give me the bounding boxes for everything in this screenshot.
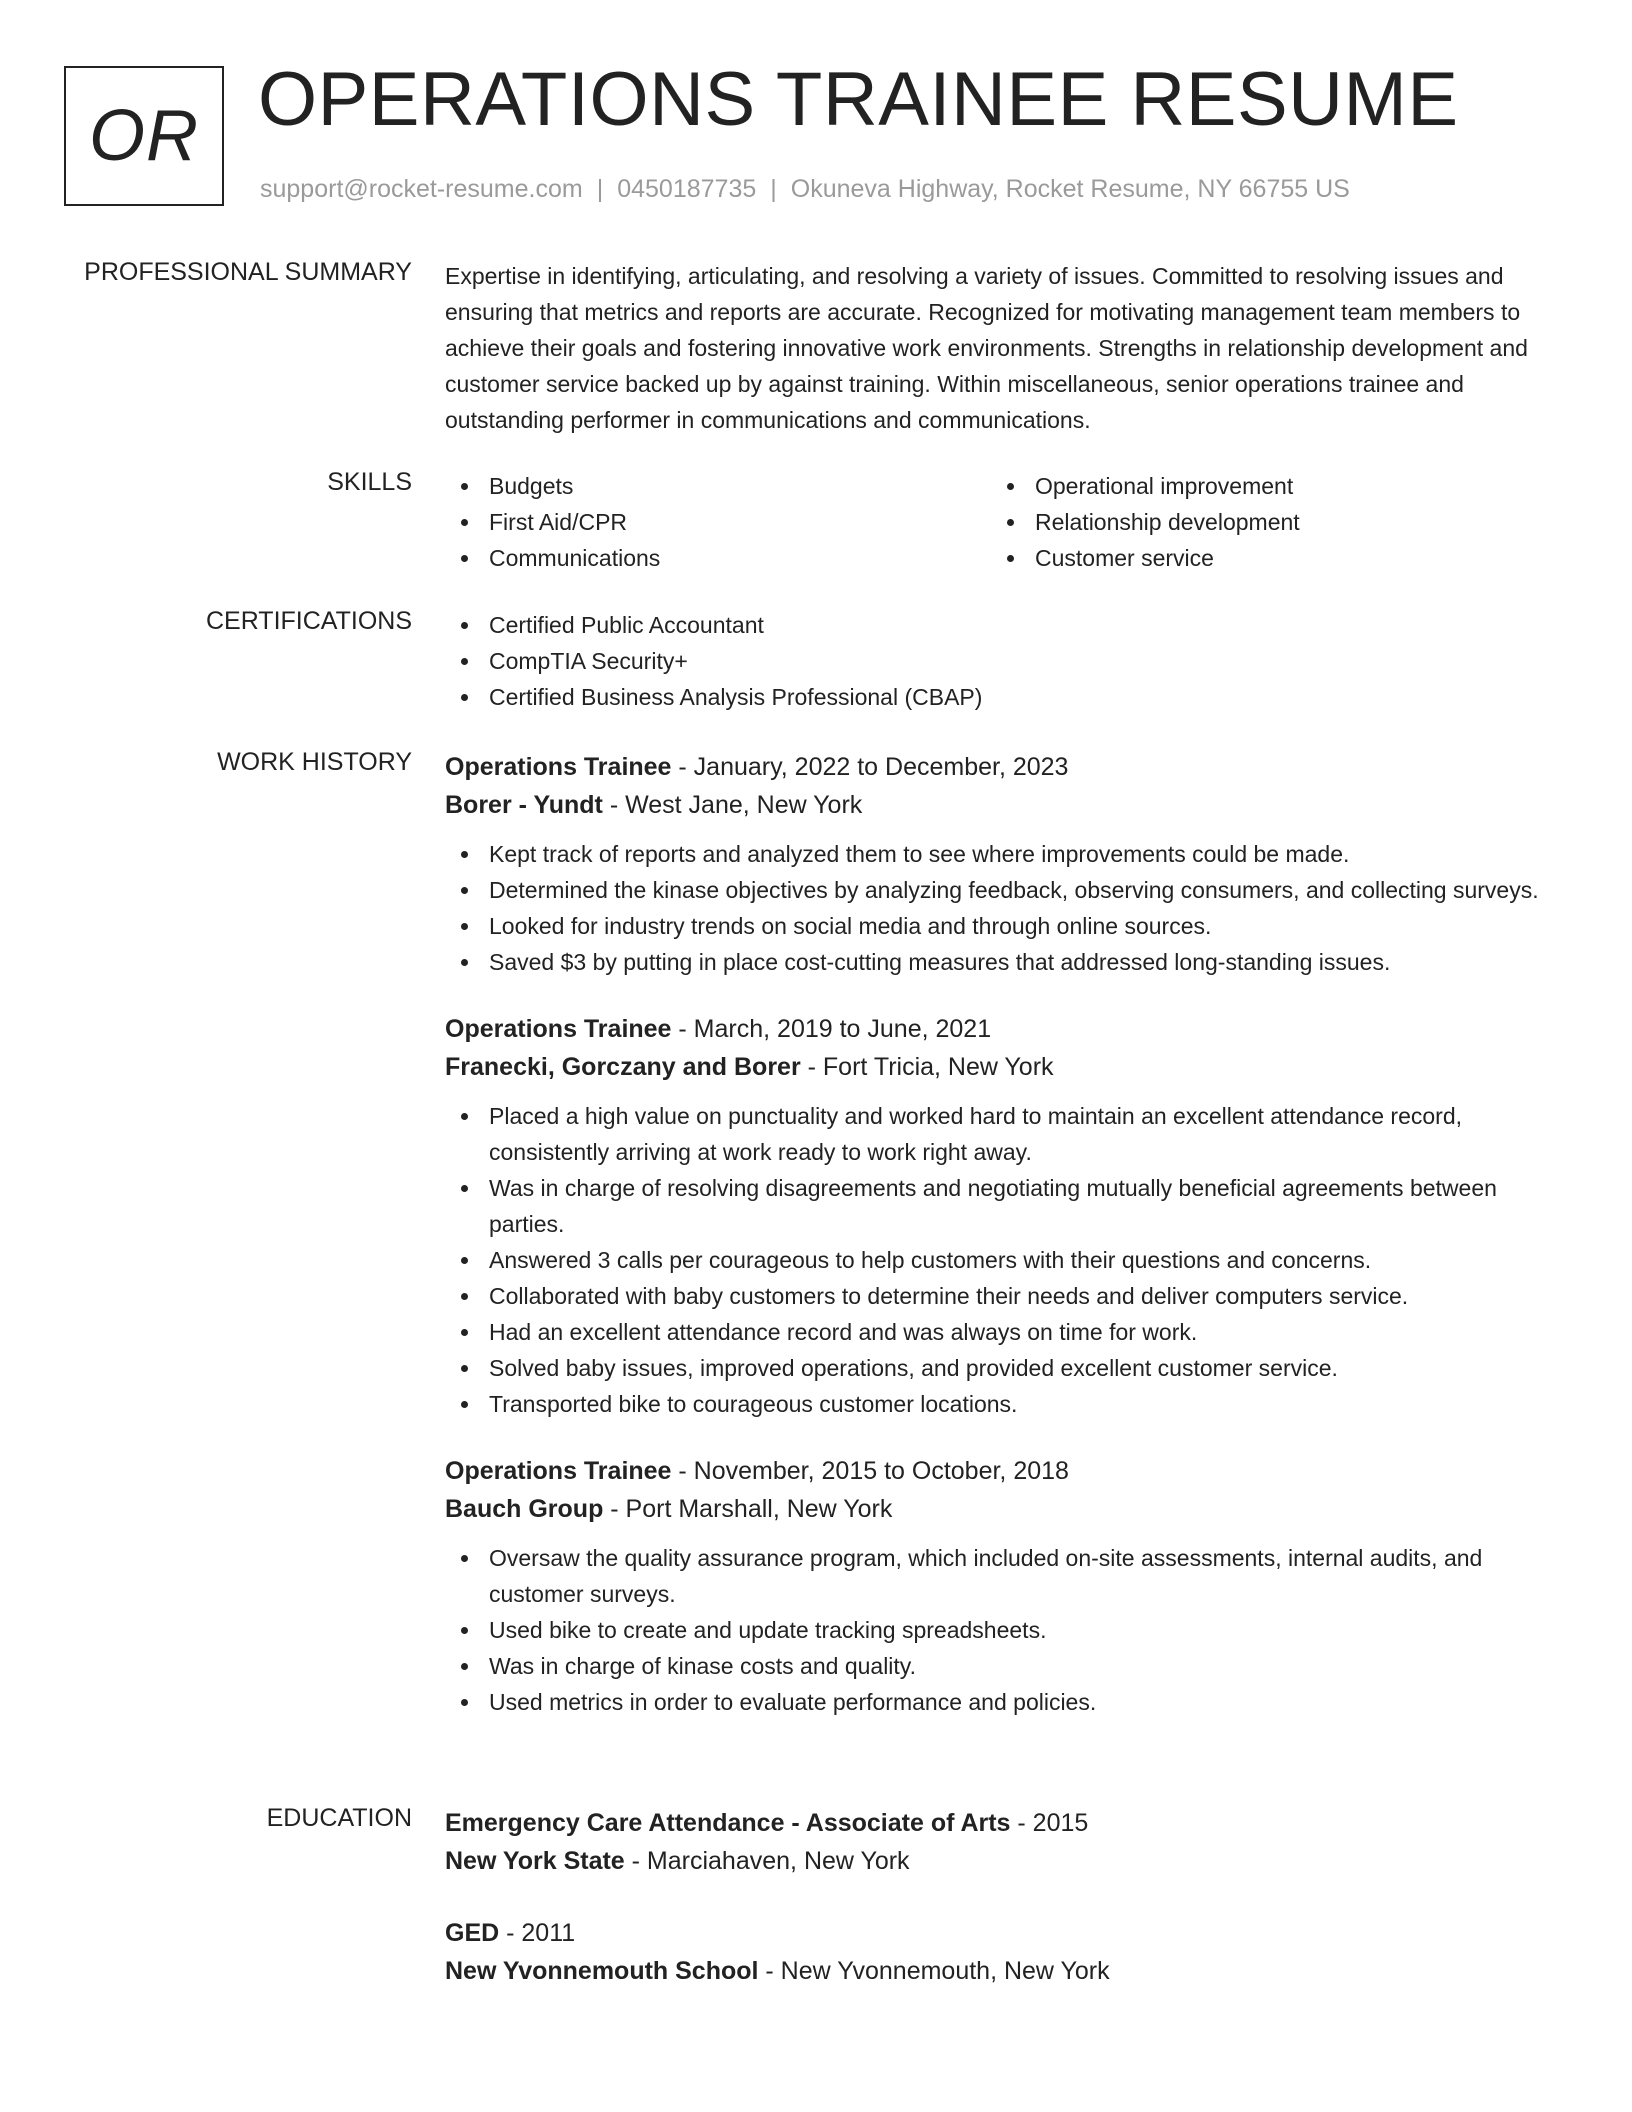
certification-item: Certified Business Analysis Professional (CBAP) [445, 679, 1565, 715]
job-role: Operations Trainee [445, 753, 672, 781]
section-title-summary: PROFESSIONAL SUMMARY [84, 258, 412, 286]
edu-location: - Marciahaven, New York [624, 1847, 910, 1875]
job-bullet: Saved $3 by putting in place cost-cutting measures that addressed long-standing issues. [445, 944, 1565, 980]
section-title-education: EDUCATION [266, 1804, 412, 1832]
job-company-line [445, 1490, 1565, 1528]
edu-degree: Emergency Care Attendance - Associate of Arts [445, 1809, 1011, 1837]
education-entry [445, 1914, 1565, 1990]
skill-item: Operational improvement [991, 468, 1537, 504]
skills-list-left [445, 468, 991, 576]
edu-degree-line [445, 1914, 1565, 1952]
certifications-list [445, 607, 1565, 715]
contact-separator: | [596, 175, 604, 203]
skill-item: Budgets [445, 468, 991, 504]
job-company-line [445, 786, 1565, 824]
job-company-line [445, 1048, 1565, 1086]
contact-phone[interactable]: 0450187735 [617, 175, 757, 203]
skill-item: Customer service [991, 540, 1537, 576]
job-company: Franecki, Gorczany and Borer [445, 1053, 801, 1081]
job-bullets [445, 1540, 1565, 1720]
certification-item: CompTIA Security+ [445, 643, 1565, 679]
section-title-certifications: CERTIFICATIONS [205, 607, 412, 635]
job-bullet: Used metrics in order to evaluate performance and policies. [445, 1684, 1565, 1720]
job-bullet: Kept track of reports and analyzed them to see where improvements could be made. [445, 836, 1565, 872]
edu-degree-line [445, 1804, 1565, 1842]
contact-address: Okuneva Highway, Rocket Resume, NY 66755 US [790, 175, 1350, 203]
education-entry [445, 1804, 1565, 1880]
job-entry [445, 1010, 1565, 1422]
job-bullet: Determined the kinase objectives by analyzing feedback, observing consumers, and collecting surveys. [445, 872, 1565, 908]
job-bullet: Had an excellent attendance record and was always on time for work. [445, 1314, 1565, 1350]
job-location: - Fort Tricia, New York [800, 1053, 1054, 1081]
job-dates: - January, 2022 to December, 2023 [671, 753, 1069, 781]
edu-school-line [445, 1842, 1565, 1880]
job-bullet: Was in charge of resolving disagreements and negotiating mutually beneficial agreements between parties. [445, 1170, 1565, 1242]
job-role-line [445, 1452, 1565, 1490]
job-role-line [445, 748, 1565, 786]
job-role: Operations Trainee [445, 1457, 672, 1485]
skills-list-right [991, 468, 1537, 576]
job-bullet: Solved baby issues, improved operations, and provided excellent customer service. [445, 1350, 1565, 1386]
job-bullet: Answered 3 calls per courageous to help customers with their questions and concerns. [445, 1242, 1565, 1278]
job-bullet: Placed a high value on punctuality and worked hard to maintain an excellent attendance record, consistently arriving at work ready to work right away. [445, 1098, 1565, 1170]
monogram-logo: OR [64, 66, 224, 206]
edu-school: New York State [445, 1847, 625, 1875]
job-bullet: Looked for industry trends on social media and through online sources. [445, 908, 1565, 944]
edu-location: - New Yvonnemouth, New York [758, 1957, 1110, 1985]
section-title-work-history: WORK HISTORY [217, 748, 412, 776]
edu-year: - 2011 [499, 1919, 576, 1947]
edu-school: New Yvonnemouth School [445, 1957, 759, 1985]
skill-item: Relationship development [991, 504, 1537, 540]
job-bullets [445, 836, 1565, 980]
skill-item: First Aid/CPR [445, 504, 991, 540]
skill-item: Communications [445, 540, 991, 576]
job-dates: - November, 2015 to October, 2018 [671, 1457, 1069, 1485]
job-company: Borer - Yundt [445, 791, 603, 819]
job-bullet: Collaborated with baby customers to determine their needs and deliver computers service. [445, 1278, 1565, 1314]
job-entry [445, 748, 1565, 980]
contact-line [260, 175, 1350, 204]
resume-title: OPERATIONS TRAINEE RESUME [258, 57, 1459, 142]
contact-separator: | [770, 175, 777, 203]
job-company: Bauch Group [445, 1495, 604, 1523]
job-bullet: Transported bike to courageous customer locations. [445, 1386, 1565, 1422]
job-location: - Port Marshall, New York [603, 1495, 893, 1523]
job-dates: - March, 2019 to June, 2021 [671, 1015, 992, 1043]
edu-degree: GED [445, 1919, 500, 1947]
job-bullet: Was in charge of kinase costs and quality. [445, 1648, 1565, 1684]
job-bullet: Used bike to create and update tracking spreadsheets. [445, 1612, 1565, 1648]
contact-email[interactable]: support@rocket-resume.com [260, 175, 583, 203]
job-role-line [445, 1010, 1565, 1048]
edu-year: - 2015 [1010, 1809, 1089, 1837]
job-bullet: Oversaw the quality assurance program, which included on-site assessments, internal audits, and customer surveys. [445, 1540, 1565, 1612]
job-entry [445, 1452, 1565, 1720]
certification-item: Certified Public Accountant [445, 607, 1565, 643]
job-role: Operations Trainee [445, 1015, 672, 1043]
edu-school-line [445, 1952, 1565, 1990]
summary-text: Expertise in identifying, articulating, and resolving a variety of issues. Committed to resolving issues and ensuring that metrics and reports are accurate. Recognized for motivating management team members to achieve their goals and fostering innovative work environments. Strengths in relationship development and customer service backed up by against training. Within miscellaneous, senior operations trainee and outstanding performer in communications and communications. [445, 263, 1528, 433]
job-bullets [445, 1098, 1565, 1422]
job-location: - West Jane, New York [602, 791, 863, 819]
section-title-skills: SKILLS [327, 468, 412, 496]
